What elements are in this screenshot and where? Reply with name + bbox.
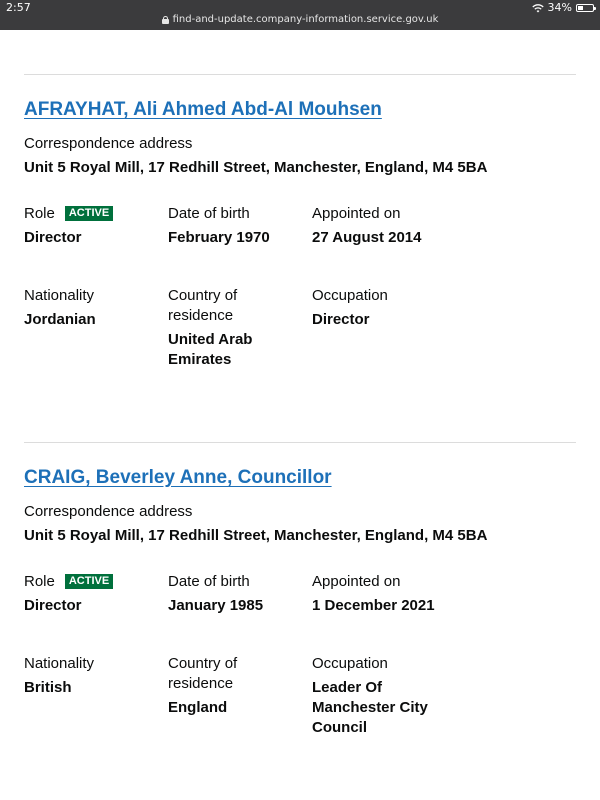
date-of-birth-value: January 1985 [168, 597, 264, 614]
country-of-residence-label: Country of residence [168, 655, 238, 692]
nationality-label: Nationality [24, 655, 95, 672]
appointed-on-field [312, 204, 472, 248]
occupation-label: Occupation [312, 655, 388, 672]
status-bar [0, 0, 600, 30]
officer-name-link[interactable]: CRAIG, Beverley Anne, Councillor [24, 467, 332, 488]
occupation-field [312, 654, 442, 738]
role-field [24, 204, 164, 248]
correspondence-address-label: Correspondence address [24, 503, 193, 520]
role-label: Role [24, 205, 55, 222]
battery-icon [576, 4, 594, 12]
appointed-on-value: 1 December 2021 [312, 597, 435, 614]
date-of-birth-field [168, 204, 308, 248]
date-of-birth-label: Date of birth [168, 573, 250, 590]
address-bar[interactable] [0, 14, 600, 25]
section-divider [24, 442, 576, 443]
occupation-label: Occupation [312, 287, 388, 304]
country-of-residence-field [168, 286, 278, 370]
nationality-value: Jordanian [24, 311, 96, 328]
nationality-value: British [24, 679, 72, 696]
occupation-value: Director [312, 311, 370, 328]
role-label: Role [24, 573, 55, 590]
appointed-on-field [312, 572, 472, 616]
nationality-label: Nationality [24, 287, 95, 304]
occupation-value: Leader Of Manchester City Council [312, 679, 428, 736]
date-of-birth-label: Date of birth [168, 205, 250, 222]
officer-name-link[interactable]: AFRAYHAT, Ali Ahmed Abd-Al Mouhsen [24, 99, 382, 120]
wifi-icon [532, 3, 544, 13]
lock-icon [162, 16, 169, 24]
status-indicators [532, 1, 594, 14]
date-of-birth-field [168, 572, 308, 616]
appointed-on-value: 27 August 2014 [312, 229, 422, 246]
correspondence-address-value: Unit 5 Royal Mill, 17 Redhill Street, Manchester, England, M4 5BA [24, 527, 488, 544]
nationality-field [24, 286, 164, 330]
role-value: Director [24, 597, 82, 614]
battery-percent: 34% [547, 1, 572, 14]
officer-entry [24, 98, 576, 368]
status-badge: ACTIVE [65, 574, 113, 589]
correspondence-address-value: Unit 5 Royal Mill, 17 Redhill Street, Manchester, England, M4 5BA [24, 159, 488, 176]
correspondence-address-label: Correspondence address [24, 135, 193, 152]
role-field [24, 572, 164, 616]
appointed-on-label: Appointed on [312, 573, 401, 590]
role-value: Director [24, 229, 82, 246]
country-of-residence-label: Country of residence [168, 287, 238, 324]
nationality-field [24, 654, 164, 698]
officer-entry [24, 466, 576, 736]
country-of-residence-field [168, 654, 278, 718]
status-time: 2:57 [6, 1, 31, 14]
date-of-birth-value: February 1970 [168, 229, 270, 246]
status-badge: ACTIVE [65, 206, 113, 221]
occupation-field [312, 286, 472, 330]
address-bar-url: find-and-update.company-information.service.gov.uk [172, 14, 439, 25]
country-of-residence-value: United Arab Emirates [168, 331, 253, 368]
appointed-on-label: Appointed on [312, 205, 401, 222]
section-divider [24, 74, 576, 75]
country-of-residence-value: England [168, 699, 228, 716]
